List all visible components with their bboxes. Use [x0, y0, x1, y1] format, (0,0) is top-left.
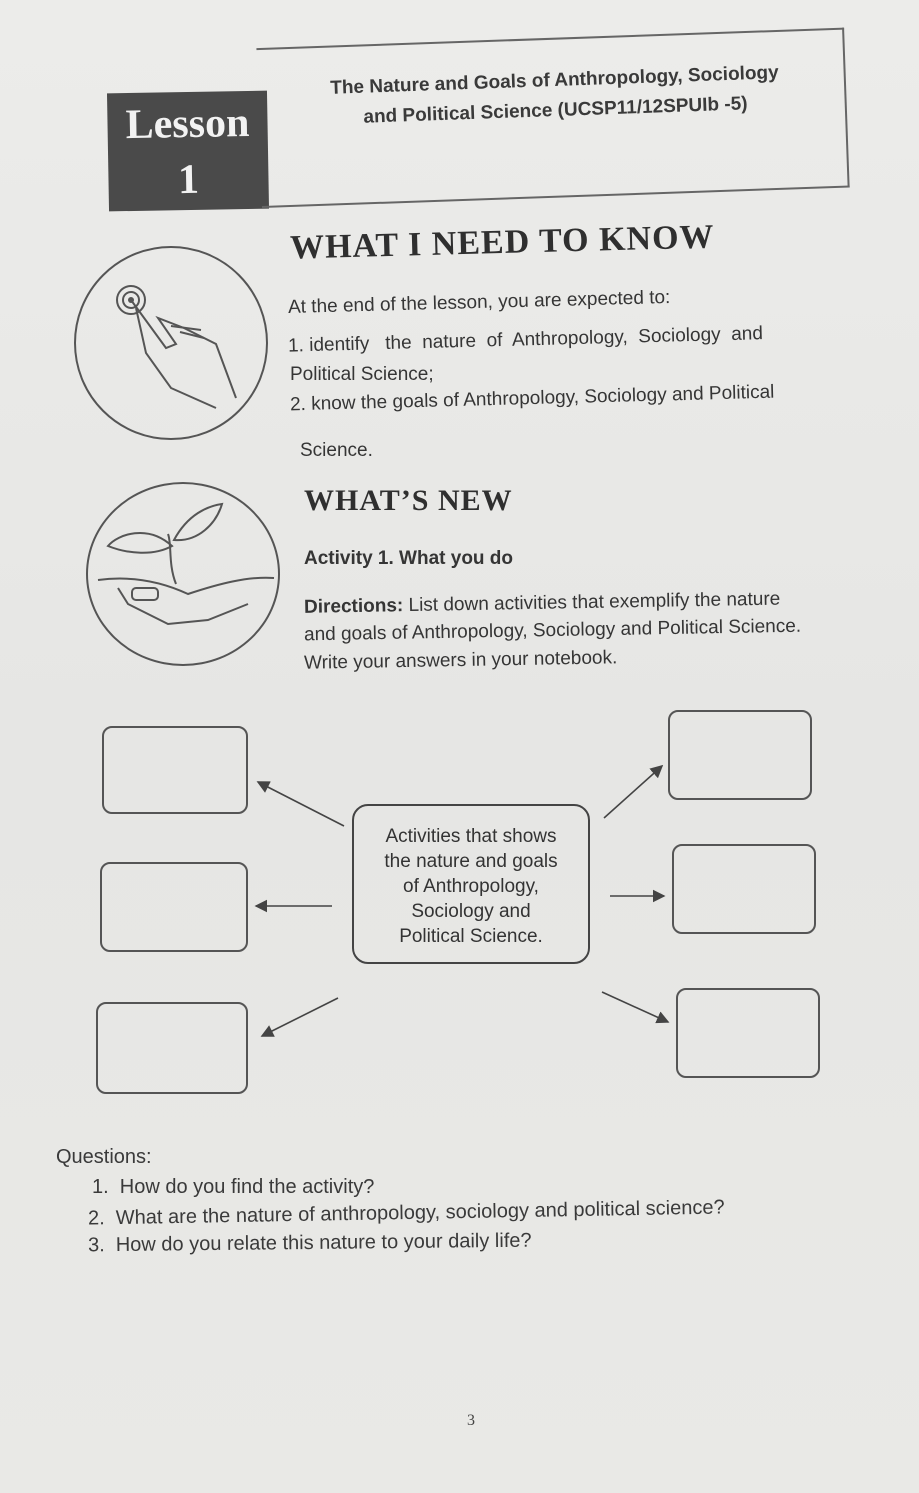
directions-line-3: Write your answers in your notebook.: [303, 647, 618, 674]
objective-2-line-2: Science.: [300, 440, 373, 461]
objective-2-line-1: 2. know the goals of Anthropology, Sociology and Political: [289, 381, 775, 416]
objectives-intro: At the end of the lesson, you are expected to:: [287, 286, 671, 319]
title-line-1: The Nature and Goals of Anthropology, Sociology: [329, 62, 780, 99]
center-line-1: Activities that shows: [385, 826, 557, 847]
heading-whats-new: WHAT’S NEW: [304, 484, 513, 517]
center-line-4: Sociology and: [411, 901, 531, 922]
arrow-to-left-1: [258, 782, 344, 826]
arrow-to-right-1: [604, 766, 662, 818]
questions-label: Questions:: [56, 1146, 152, 1168]
objective-1-line-2: Political Science;: [290, 364, 434, 385]
lesson-number: 1: [177, 156, 200, 204]
arrow-to-right-3: [602, 992, 668, 1022]
directions-line-2: and goals of Anthropology, Sociology and Political Science.: [303, 615, 802, 646]
lesson-label: Lesson: [125, 99, 250, 149]
question-1: 1. How do you find the activity?: [92, 1176, 375, 1198]
center-line-3: of Anthropology,: [403, 876, 539, 897]
page-number: 3: [467, 1412, 475, 1429]
question-3: 3. How do you relate this nature to your daily life?: [87, 1229, 532, 1257]
center-line-2: the nature and goals: [384, 851, 558, 872]
question-2: 2. What are the nature of anthropology, sociology and political science?: [87, 1196, 725, 1230]
directions-text: List down activities that exemplify the nature: [403, 588, 781, 617]
objective-1-line-1: 1. identify the nature of Anthropology, Sociology and: [287, 323, 764, 357]
directions-label: Directions:: [303, 595, 404, 618]
center-line-5: Political Science.: [399, 926, 543, 947]
arrow-to-left-3: [262, 998, 338, 1036]
title-line-2: and Political Science (UCSP11/12SPUIb -5): [363, 93, 748, 128]
heading-what-i-need-to-know: WHAT I NEED TO KNOW: [289, 218, 715, 267]
activity-title: Activity 1. What you do: [304, 548, 514, 569]
